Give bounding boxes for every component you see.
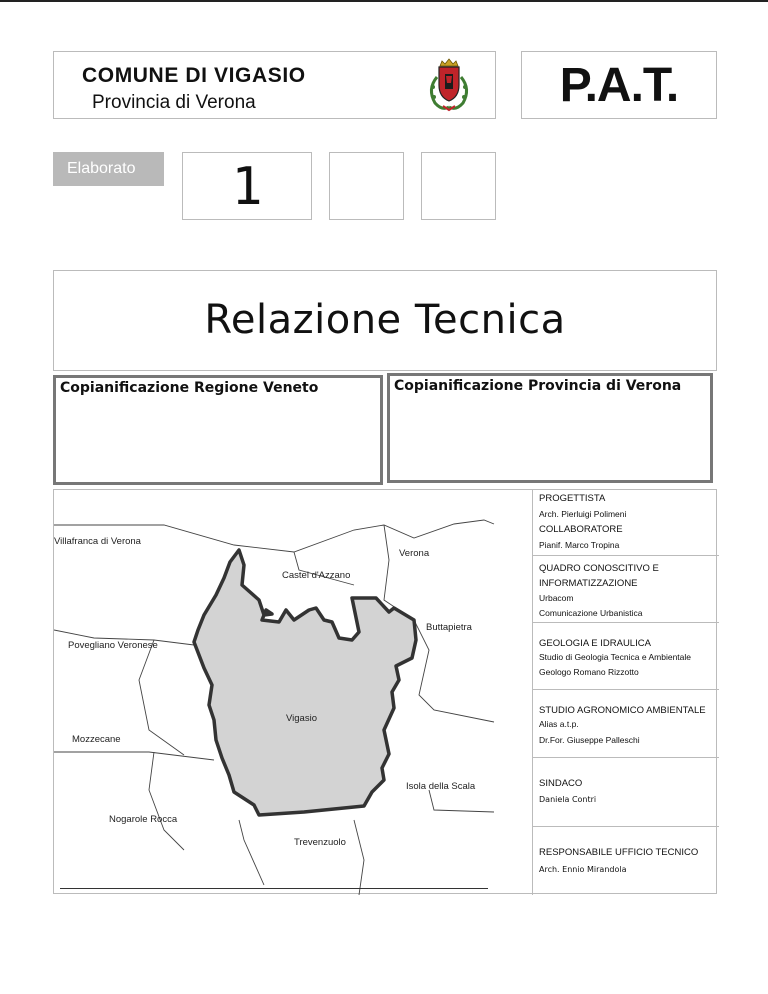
credits-progettista: [533, 490, 719, 556]
copianificazione-regione-box: [53, 375, 383, 485]
copianificazione-provincia-label: Copianificazione Provincia di Verona: [394, 378, 682, 394]
elaborato-extra-box-1: [329, 152, 404, 220]
geologia-studio: Studio di Geologia Tecnica e Ambientale: [539, 652, 691, 662]
agro-role: STUDIO AGRONOMICO AMBIENTALE: [539, 705, 706, 716]
label-castel-dazzano: Castel d'Azzano: [282, 570, 351, 581]
label-nogarole-rocca: Nogarole Rocca: [109, 814, 178, 825]
quadro-company2: Comunicazione Urbanistica: [539, 608, 643, 618]
sindaco-role: SINDACO: [539, 778, 583, 789]
comune-title: COMUNE DI VIGASIO: [82, 64, 306, 87]
label-buttapietra: Buttapietra: [426, 622, 472, 633]
progettista-name: Arch. Pierluigi Polimeni: [539, 509, 627, 519]
map-credits-box: [53, 489, 717, 894]
label-vigasio: Vigasio: [286, 713, 317, 724]
territory-map: [54, 490, 532, 895]
elaborato-label: Elaborato: [53, 152, 164, 186]
collaboratore-name: Pianif. Marco Tropina: [539, 540, 620, 550]
label-villafranca: Villafranca di Verona: [54, 536, 141, 547]
title-box: [53, 270, 717, 371]
header-box: [53, 51, 496, 119]
top-rule: [0, 0, 768, 2]
resp-name: Arch. Ennio Mirandola: [539, 865, 627, 874]
geologia-role: GEOLOGIA E IDRAULICA: [539, 638, 651, 649]
resp-role: RESPONSABILE UFFICIO TECNICO: [539, 847, 699, 858]
elaborato-number-box: [182, 152, 312, 220]
credits-sindaco: [533, 758, 719, 827]
credits-quadro: [533, 556, 719, 623]
progettista-role: PROGETTISTA: [539, 493, 606, 504]
credits-agronomico: [533, 690, 719, 758]
provincia-subtitle: Provincia di Verona: [92, 92, 256, 113]
label-verona: Verona: [399, 548, 430, 559]
vigasio-territory: [194, 550, 416, 815]
credits-geologia: [533, 623, 719, 690]
coat-of-arms-icon: [424, 57, 474, 115]
label-mozzecane: Mozzecane: [72, 734, 121, 745]
copianificazione-regione-label: Copianificazione Regione Veneto: [60, 380, 319, 396]
elaborato-number: 1: [231, 157, 263, 217]
credits-responsabile: [533, 827, 719, 895]
agro-name: Dr.For. Giuseppe Palleschi: [539, 735, 640, 745]
quadro-line1: QUADRO CONOSCITIVO E: [539, 563, 659, 574]
map-underline: [60, 888, 488, 889]
quadro-line2: INFORMATIZZAZIONE: [539, 578, 638, 589]
sindaco-name: Daniela Contri: [539, 795, 597, 804]
document-title: Relazione Tecnica: [204, 297, 566, 343]
plan-code: P.A.T.: [559, 59, 679, 112]
collaboratore-role: COLLABORATORE: [539, 524, 623, 535]
elaborato-extra-box-2: [421, 152, 496, 220]
quadro-company: Urbacom: [539, 593, 574, 603]
plan-code-box: [521, 51, 717, 119]
agro-company: Alias a.t.p.: [539, 719, 579, 729]
copianificazione-provincia-box: [387, 373, 713, 483]
label-povegliano: Povegliano Veronese: [68, 640, 158, 651]
label-isola-della-scala: Isola della Scala: [406, 781, 476, 792]
geologia-name: Geologo Romano Rizzotto: [539, 667, 639, 677]
label-trevenzuolo: Trevenzuolo: [294, 837, 346, 848]
credits-column: [532, 490, 718, 895]
